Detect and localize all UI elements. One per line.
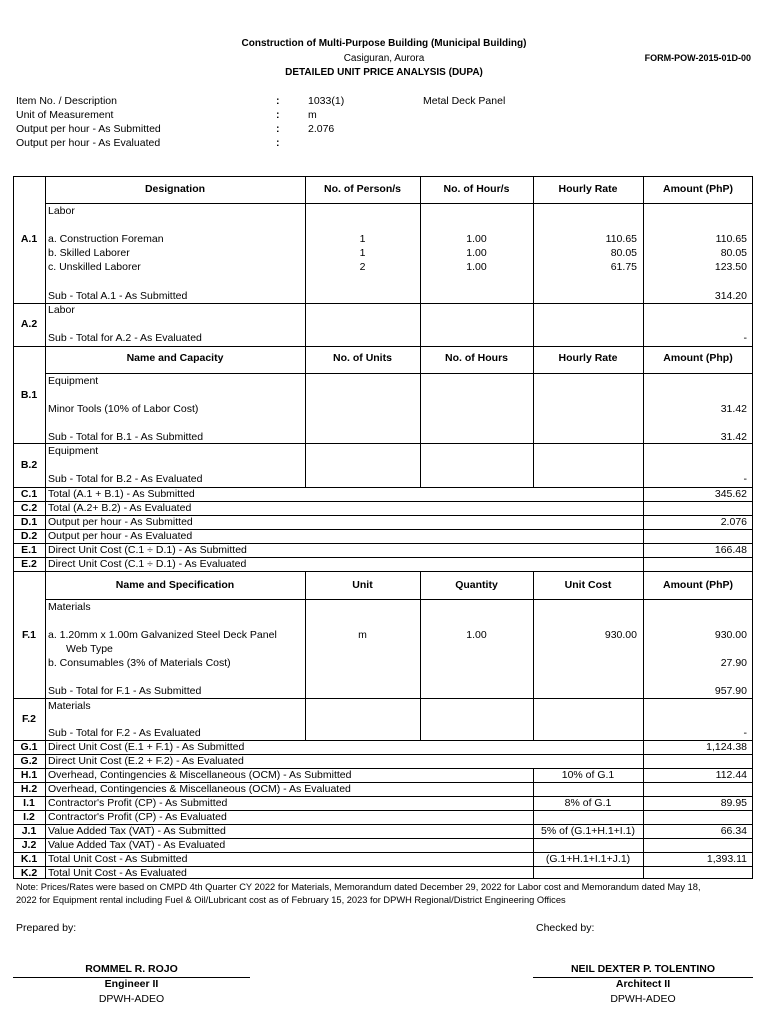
subtotal-label: Sub - Total A.1 - As Submitted: [48, 290, 188, 302]
row-code: E.1: [21, 544, 37, 556]
summary-label: Contractor's Profit (CP) - As Evaluated: [48, 811, 227, 823]
subtotal-label: Sub - Total for F.2 - As Evaluated: [48, 727, 201, 739]
summary-label: Output per hour - As Submitted: [48, 516, 193, 528]
checker-office: DPWH-ADEO: [610, 993, 676, 1005]
subtotal-label: Sub - Total for B.1 - As Submitted: [48, 431, 204, 443]
subtotal-value: 31.42: [720, 431, 747, 443]
item-number: 1033(1): [308, 95, 345, 107]
labor-hours: 1.00: [466, 247, 487, 259]
row-code: H.2: [20, 783, 38, 795]
checker-title: Architect II: [615, 978, 671, 990]
unit-value: m: [308, 109, 317, 121]
summary-label: Contractor's Profit (CP) - As Submitted: [48, 797, 228, 809]
row-code: J.2: [21, 839, 37, 851]
note-line-2: 2022 for Equipment rental including Fuel & Oil/Lubricant cost as of February 15, 2023 for DPWH Regional/District Engineering Offices: [16, 895, 566, 905]
summary-label: Overhead, Contingencies & Miscellaneous (OCM) - As Submitted: [48, 769, 352, 781]
col-hourly-rate: Hourly Rate: [558, 352, 618, 364]
subtotal-label: Sub - Total for B.2 - As Evaluated: [48, 473, 203, 485]
subtotal-label: Sub - Total for A.2 - As Evaluated: [48, 332, 202, 344]
section-label: Materials: [48, 601, 91, 613]
output-submitted-value: 2.076: [308, 123, 335, 135]
equipment-amount: 31.42: [720, 403, 747, 415]
summary-basis: (G.1+H.1+I.1+J.1): [545, 853, 631, 865]
consumables-amount: 27.90: [720, 657, 747, 669]
labor-desc: b. Skilled Laborer: [48, 247, 130, 259]
output-evaluated-label: Output per hour - As Evaluated: [16, 137, 161, 149]
labor-persons: 1: [359, 247, 366, 259]
summary-label: Direct Unit Cost (E.2 + F.2) - As Evaluated: [48, 755, 244, 767]
summary-value: 1,393.11: [706, 853, 747, 865]
labor-amount: 80.05: [720, 247, 747, 259]
labor-amount: 123.50: [714, 261, 747, 273]
labor-persons: 2: [359, 261, 366, 273]
subtotal-value: -: [743, 473, 747, 485]
summary-value: 1,124.38: [706, 741, 747, 753]
row-code: D.1: [20, 516, 38, 528]
summary-basis: 8% of G.1: [564, 797, 612, 809]
labor-desc: a. Construction Foreman: [48, 233, 164, 245]
subtotal-label: Sub - Total for F.1 - As Submitted: [48, 685, 202, 697]
project-location: Casiguran, Aurora: [343, 53, 425, 64]
row-code: G.2: [20, 755, 38, 767]
summary-label: Total (A.2+ B.2) - As Evaluated: [48, 502, 192, 514]
col-hourly-rate: Hourly Rate: [558, 183, 618, 195]
summary-value: 2.076: [720, 516, 747, 528]
colon: :: [276, 123, 280, 135]
row-code: K.2: [20, 867, 38, 879]
summary-basis: 5% of (G.1+H.1+I.1): [541, 825, 635, 837]
material-unit: m: [358, 629, 367, 641]
summary-value: 166.48: [714, 544, 747, 556]
row-code: A.1: [20, 233, 38, 245]
summary-label: Value Added Tax (VAT) - As Evaluated: [48, 839, 226, 851]
summary-label: Direct Unit Cost (E.1 + F.1) - As Submitted: [48, 741, 245, 753]
material-quantity: 1.00: [466, 629, 487, 641]
row-code: F.2: [21, 713, 36, 725]
row-code: I.1: [23, 797, 35, 809]
row-code: D.2: [20, 530, 38, 542]
row-code: G.1: [20, 741, 38, 753]
col-name-specification: Name and Specification: [115, 579, 235, 591]
section-label: Materials: [48, 700, 91, 712]
col-persons: No. of Person/s: [323, 183, 401, 195]
labor-amount: 110.65: [715, 233, 747, 245]
row-code: C.2: [20, 502, 38, 514]
labor-rate: 61.75: [610, 261, 637, 273]
material-unit-cost: 930.00: [604, 629, 637, 641]
code-column-divider: [45, 176, 46, 879]
item-description: Metal Deck Panel: [423, 95, 506, 107]
summary-label: Overhead, Contingencies & Miscellaneous (OCM) - As Evaluated: [48, 783, 351, 795]
row-code: J.1: [21, 825, 37, 837]
labor-hours: 1.00: [466, 233, 487, 245]
section-label: Labor: [48, 205, 75, 217]
col-designation: Designation: [144, 183, 206, 195]
summary-value: 345.62: [714, 488, 747, 500]
col-name-capacity: Name and Capacity: [126, 352, 224, 364]
row-code: F.1: [21, 629, 36, 641]
preparer-office: DPWH-ADEO: [98, 993, 165, 1005]
row-code: B.2: [20, 459, 38, 471]
summary-value: 112.44: [715, 769, 747, 781]
prepared-by-label: Prepared by:: [16, 922, 77, 934]
row-code: C.1: [20, 488, 38, 500]
summary-value: 66.34: [720, 825, 747, 837]
summary-basis: 10% of G.1: [561, 769, 615, 781]
col-unit-cost: Unit Cost: [564, 579, 612, 591]
preparer-name: ROMMEL R. ROJO: [85, 963, 178, 975]
preparer-title: Engineer II: [104, 978, 159, 990]
col-unit: Unit: [352, 579, 373, 591]
col-amount: Amount (PhP): [663, 579, 733, 591]
row-code: K.1: [20, 853, 38, 865]
checked-by-label: Checked by:: [536, 922, 595, 934]
row-code: I.2: [23, 811, 35, 823]
col-hours: No. of Hours: [445, 352, 508, 364]
material-desc: a. 1.20mm x 1.00m Galvanized Steel Deck Panel: [48, 629, 277, 641]
consumables-desc: b. Consumables (3% of Materials Cost): [48, 657, 231, 669]
equipment-item: Minor Tools (10% of Labor Cost): [48, 403, 199, 415]
subtotal-value: 314.20: [714, 290, 747, 302]
labor-persons: 1: [359, 233, 366, 245]
row-code: E.2: [21, 558, 37, 570]
labor-hours: 1.00: [466, 261, 487, 273]
unit-label: Unit of Measurement: [16, 109, 114, 121]
section-label: Labor: [48, 304, 75, 316]
subtotal-value: 957.90: [714, 685, 747, 697]
subtotal-value: -: [743, 332, 747, 344]
section-label: Equipment: [48, 375, 99, 387]
checker-name: NEIL DEXTER P. TOLENTINO: [570, 963, 716, 975]
col-quantity: Quantity: [455, 579, 498, 591]
summary-label: Value Added Tax (VAT) - As Submitted: [48, 825, 226, 837]
output-submitted-label: Output per hour - As Submitted: [16, 123, 161, 135]
summary-label: Direct Unit Cost (C.1 ÷ D.1) - As Submitted: [48, 544, 247, 556]
labor-rate: 110.65: [605, 233, 637, 245]
summary-label: Direct Unit Cost (C.1 ÷ D.1) - As Evaluated: [48, 558, 247, 570]
row-code: H.1: [20, 769, 38, 781]
col-amount: Amount (PhP): [663, 183, 733, 195]
section-label: Equipment: [48, 445, 99, 457]
summary-label: Total Unit Cost - As Submitted: [48, 853, 188, 865]
summary-value: 89.95: [720, 797, 747, 809]
material-desc-line2: Web Type: [66, 643, 113, 655]
summary-label: Output per hour - As Evaluated: [48, 530, 193, 542]
summary-label: Total (A.1 + B.1) - As Submitted: [48, 488, 195, 500]
colon: :: [276, 95, 280, 107]
item-label: Item No. / Description: [16, 95, 117, 107]
col-amount: Amount (Php): [663, 352, 733, 364]
project-title: Construction of Multi-Purpose Building (Municipal Building): [241, 38, 527, 49]
material-amount: 930.00: [714, 629, 747, 641]
summary-label: Total Unit Cost - As Evaluated: [48, 867, 187, 879]
col-hours: No. of Hour/s: [443, 183, 510, 195]
col-units: No. of Units: [333, 352, 392, 364]
document-title: DETAILED UNIT PRICE ANALYSIS (DUPA): [285, 67, 483, 78]
colon: :: [276, 137, 280, 149]
subtotal-value: -: [743, 727, 747, 739]
colon: :: [276, 109, 280, 121]
form-code: FORM-POW-2015-01D-00: [644, 53, 751, 63]
row-code: B.1: [20, 389, 38, 401]
labor-desc: c. Unskilled Laborer: [48, 261, 141, 273]
labor-rate: 80.05: [610, 247, 637, 259]
row-code: A.2: [20, 318, 38, 330]
note-line-1: Note: Prices/Rates were based on CMPD 4th Quarter CY 2022 for Materials, Memorandum dated December 29, 2022 for Labor cost and Memorandum dated May 18,: [16, 882, 701, 892]
